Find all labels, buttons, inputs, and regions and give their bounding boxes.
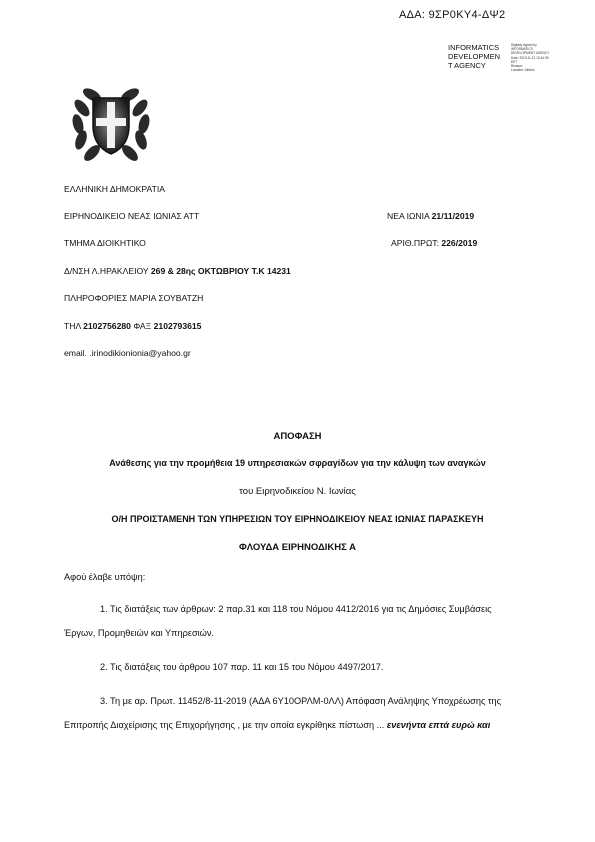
agency-line: DEVELOPMEN xyxy=(448,52,501,61)
fine-line: Date: 2019.11.21 12:44:39 xyxy=(511,55,549,60)
protocol xyxy=(391,238,477,248)
ada-code: ΑΔΑ: 9ΣΡ0ΚΥ4-ΔΨ2 xyxy=(399,9,506,21)
item3-line1: 3. Τη με αρ. Πρωτ. 11452/8-11-2019 (ΑΔΑ 6Υ10ΟΡΛΜ-0ΛΛ) Απόφαση Ανάληψης Υποχρέωσης της xyxy=(100,696,502,706)
item2-text: 2. Τις διατάξεις του άρθρου 107 παρ. 11 και 15 του Νόμου 4497/2017. xyxy=(100,662,384,672)
signature-agency-name xyxy=(448,43,500,70)
court-name: ΕΙΡΗΝΟΔΙΚΕΙΟ ΝΕΑΣ ΙΩΝΙΑΣ ΑΤΤ xyxy=(64,211,200,221)
fax-label: ΦΑΞ xyxy=(133,321,152,331)
decision-subject-line2: του Ειρηνοδικείου Ν. Ιωνίας xyxy=(239,486,356,497)
date: 21/11/2019 xyxy=(431,211,475,221)
address-label: Δ/ΝΣΗ Λ.ΗΡΑΚΛΕΙΟΥ xyxy=(64,266,149,276)
agency-line: T AGENCY xyxy=(448,61,486,70)
fine-line: Reason: xyxy=(511,64,523,69)
decision-heading: ΑΠΟΦΑΣΗ xyxy=(273,431,322,442)
email-line: email. .irinodikionionia@yahoo.gr xyxy=(64,348,191,358)
item1-line2: Έργων, Προμηθειών και Υπηρεσιών. xyxy=(64,628,214,638)
item1-line1: 1. Τις διατάξεις των άρθρων: 2 παρ.31 και 118 του Νόμου 4412/2016 για τις Δημόσιες Συμβάσεις xyxy=(100,604,492,614)
fine-line: DEVELOPMENT AGENCY xyxy=(511,51,550,56)
protocol-label: ΑΡΙΘ.ΠΡΩΤ: xyxy=(391,238,439,248)
place: ΝΕΑ ΙΩΝΙΑ xyxy=(387,211,430,221)
fine-line: Digitally signed by xyxy=(511,43,537,47)
info-contact: ΠΛΗΡΟΦΟΡΙΕΣ ΜΑΡΙΑ ΣΟΥΒΑΤΖΗ xyxy=(64,293,204,303)
agency-line: INFORMATICS xyxy=(448,43,500,52)
fine-line: EET xyxy=(511,59,518,64)
protocol-number: 226/2019 xyxy=(441,238,478,248)
intro-text: Αφού έλαβε υπόψη: xyxy=(64,572,146,582)
fine-line: Location: Athens xyxy=(511,68,535,73)
item3-line2 xyxy=(64,720,490,730)
phone-number: 2102756280 xyxy=(83,321,131,331)
address xyxy=(64,266,291,276)
place-date xyxy=(387,211,474,221)
fax-number: 2102793615 xyxy=(153,321,202,331)
address-value: 269 & 28ης ΟΚΤΩΒΡΙΟΥ Τ.Κ 14231 xyxy=(150,266,291,276)
phone-fax xyxy=(64,321,201,331)
item3-line2-regular: Επιτροπής Διαχείρισης της Επιχορήγησης , με την οποία εγκρίθηκε πίστωση ... xyxy=(64,720,385,730)
greek-emblem-icon xyxy=(64,74,158,168)
fine-line: INFORMATICS xyxy=(511,47,533,52)
state-name: ΕΛΛΗΝΙΚΗ ΔΗΜΟΚΡΑΤΙΑ xyxy=(64,184,165,194)
department: ΤΜΗΜΑ ΔΙΟΙΚΗΤΙΚΟ xyxy=(64,238,146,248)
decision-subject-line1: Ανάθεσης για την προμήθεια 19 υπηρεσιακών σφραγίδων για την κάλυψη των αναγκών xyxy=(109,458,486,468)
authority-line1: Ο/Η ΠΡΟΙΣΤΑΜΕΝΗ ΤΩΝ ΥΠΗΡΕΣΙΩΝ ΤΟΥ ΕΙΡΗΝΟΔΙΚΕΙΟΥ ΝΕΑΣ ΙΩΝΙΑΣ ΠΑΡΑΣΚΕΥΗ xyxy=(111,514,484,524)
signature-fine-print xyxy=(511,43,549,72)
phone-label: ΤΗΛ xyxy=(64,321,81,331)
item3-line2-emphasis: ενενήντα επτά ευρώ και xyxy=(386,720,491,730)
authority-line2: ΦΛΟΥΔΑ ΕΙΡΗΝΟΔΙΚΗΣ Α xyxy=(238,542,356,553)
